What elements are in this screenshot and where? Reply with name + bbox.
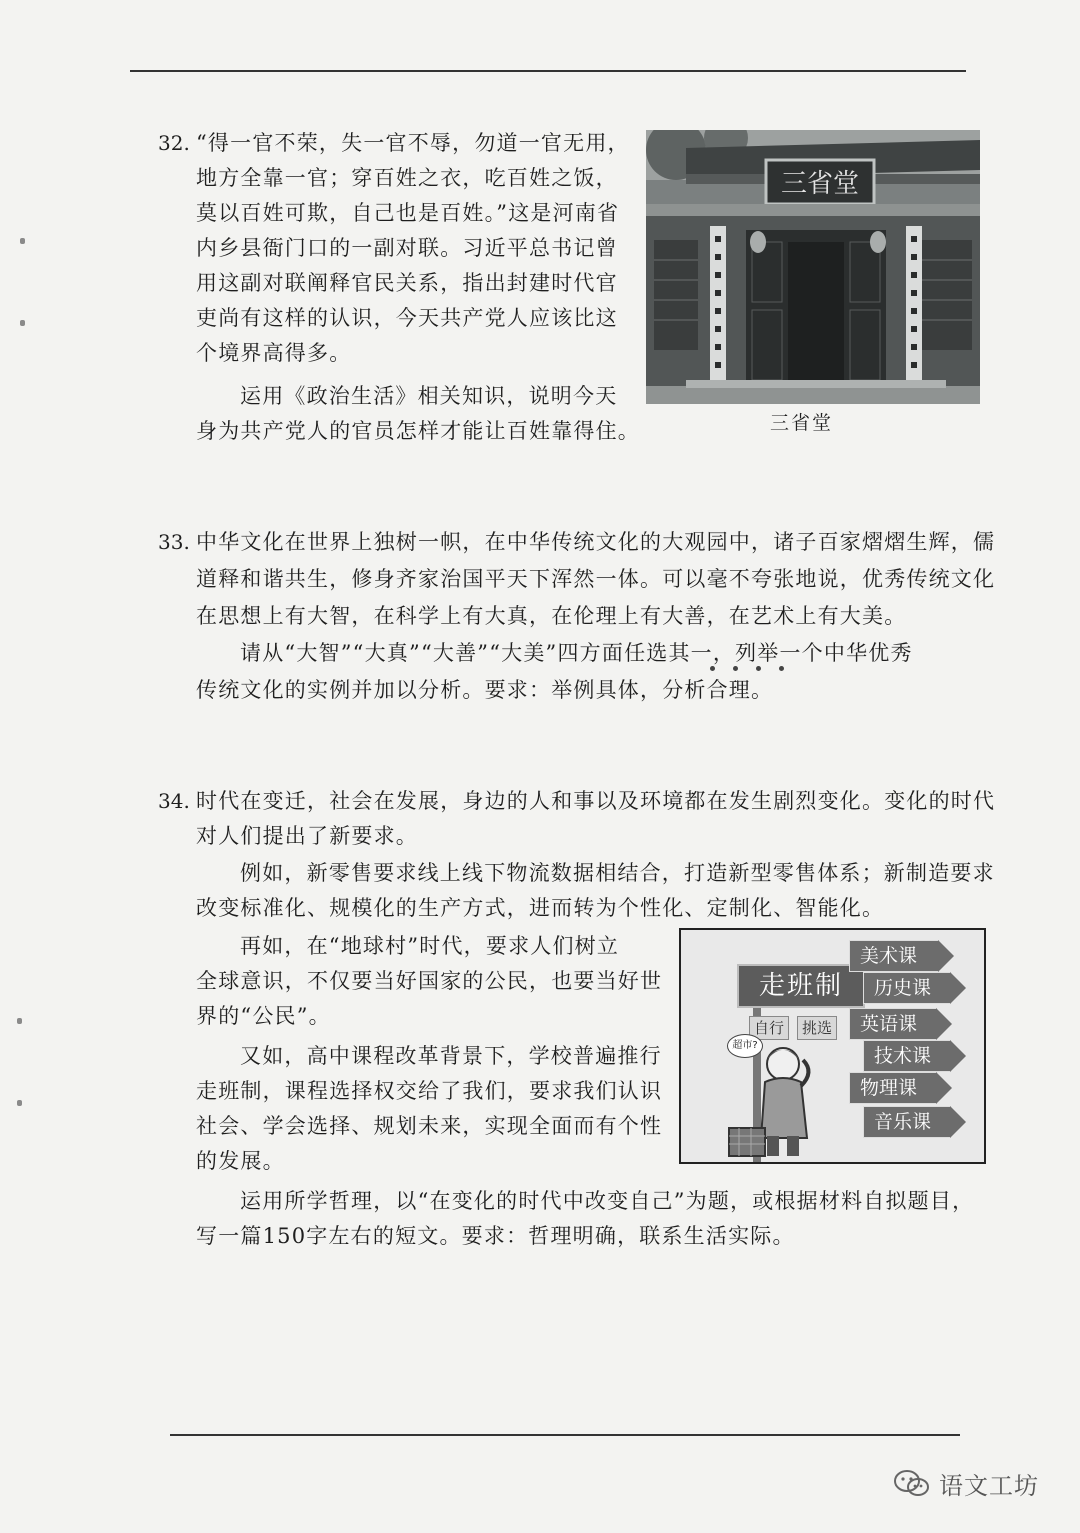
sign-right: 挑选 [797, 1016, 837, 1040]
text-line: 个境界高得多。 [196, 341, 352, 365]
question-number: 32. [158, 131, 190, 155]
text-line: 的发展。 [196, 1149, 285, 1173]
scan-mark [17, 1018, 22, 1024]
wechat-icon [893, 1469, 931, 1499]
watermark [893, 1466, 1039, 1501]
question-number: 34. [158, 789, 190, 813]
text-line: 改变标准化、规模化的生产方式，进而转为个性化、定制化、智能化。 [196, 896, 885, 920]
text-line: 再如，在“地球村”时代，要求人们树立 [240, 934, 620, 958]
text-line: 莫以百姓可欺，自己也是百姓。”这是河南省 [196, 201, 620, 225]
emphasis-dot [756, 666, 761, 671]
main-sign: 走班制 [737, 964, 865, 1008]
student-figure [721, 1042, 841, 1162]
text-line: 请从“大智”“大真”“大善”“大美”四方面任选其一，列举一个中华优秀 [240, 641, 913, 665]
bottom-rule [170, 1434, 960, 1436]
course-arrow: 音乐课 [863, 1106, 951, 1138]
watermark-text: 语文工坊 [939, 1472, 1039, 1500]
text-line: 身为共产党人的官员怎样才能让百姓靠得住。 [196, 419, 640, 443]
text-line: 内乡县衙门口的一副对联。习近平总书记曾 [196, 236, 618, 260]
emphasis-dot [733, 666, 738, 671]
emphasis-dot [710, 666, 715, 671]
text-line: 例如，新零售要求线上线下物流数据相结合，打造新型零售体系；新制造要求 [240, 861, 995, 885]
text-line: 运用《政治生活》相关知识，说明今天 [240, 384, 618, 408]
scan-mark [17, 1100, 22, 1106]
text-line: “得一官不荣，失一官不辱，勿道一官无用， [196, 131, 630, 155]
sign-left: 自行 [749, 1016, 789, 1040]
emphasis-dot [779, 666, 784, 671]
text-line: 吏尚有这样的认识，今天共产党人应该比这 [196, 306, 618, 330]
course-arrow: 物理课 [849, 1072, 937, 1104]
scan-mark [20, 238, 25, 244]
text-line: 界的“公民”。 [196, 1004, 331, 1028]
text-line: 又如，高中课程改革背景下，学校普遍推行 [240, 1044, 662, 1068]
text-line: 地方全靠一官；穿百姓之衣，吃百姓之饭， [196, 166, 618, 190]
text-line: 用这副对联阐释官民关系，指出封建时代官 [196, 271, 618, 295]
course-selection-cartoon [679, 928, 986, 1164]
text-line: 道释和谐共生，修身齐家治国平天下浑然一体。可以毫不夸张地说，优秀传统文化 [196, 567, 996, 591]
course-arrow: 技术课 [863, 1040, 951, 1072]
plaque-text: 三省堂 [780, 169, 860, 199]
text-line: 运用所学哲理，以“在变化的时代中改变自己”为题，或根据材料自拟题目， [240, 1189, 975, 1213]
text-line: 中华文化在世界上独树一帜，在中华传统文化的大观园中，诸子百家熠熠生辉，儒 [196, 530, 996, 554]
text-line: 传统文化的实例并加以分析。要求：举例具体，分析合理。 [196, 678, 774, 702]
course-arrow: 历史课 [863, 972, 951, 1004]
top-rule [130, 70, 966, 72]
photo-caption: 三省堂 [770, 412, 834, 434]
course-arrow: 美术课 [849, 940, 939, 972]
text-line: 全球意识，不仅要当好国家的公民，也要当好世 [196, 969, 663, 993]
text-line: 写一篇150字左右的短文。要求：哲理明确，联系生活实际。 [196, 1224, 795, 1248]
text-line: 对人们提出了新要求。 [196, 824, 418, 848]
text-line: 社会、学会选择、规划未来，实现全面而有个性 [196, 1114, 663, 1138]
scan-mark [20, 320, 25, 326]
san-xing-tang-photo [646, 130, 980, 404]
text-line: 在思想上有大智，在科学上有大真，在伦理上有大善，在艺术上有大美。 [196, 604, 907, 628]
question-number: 33. [158, 530, 190, 554]
speech-bubble: 超市? [727, 1034, 763, 1058]
course-arrow: 英语课 [849, 1008, 937, 1040]
text-line: 走班制，课程选择权交给了我们，要求我们认识 [196, 1079, 663, 1103]
text-line: 时代在变迁，社会在发展，身边的人和事以及环境都在发生剧烈变化。变化的时代 [196, 789, 996, 813]
